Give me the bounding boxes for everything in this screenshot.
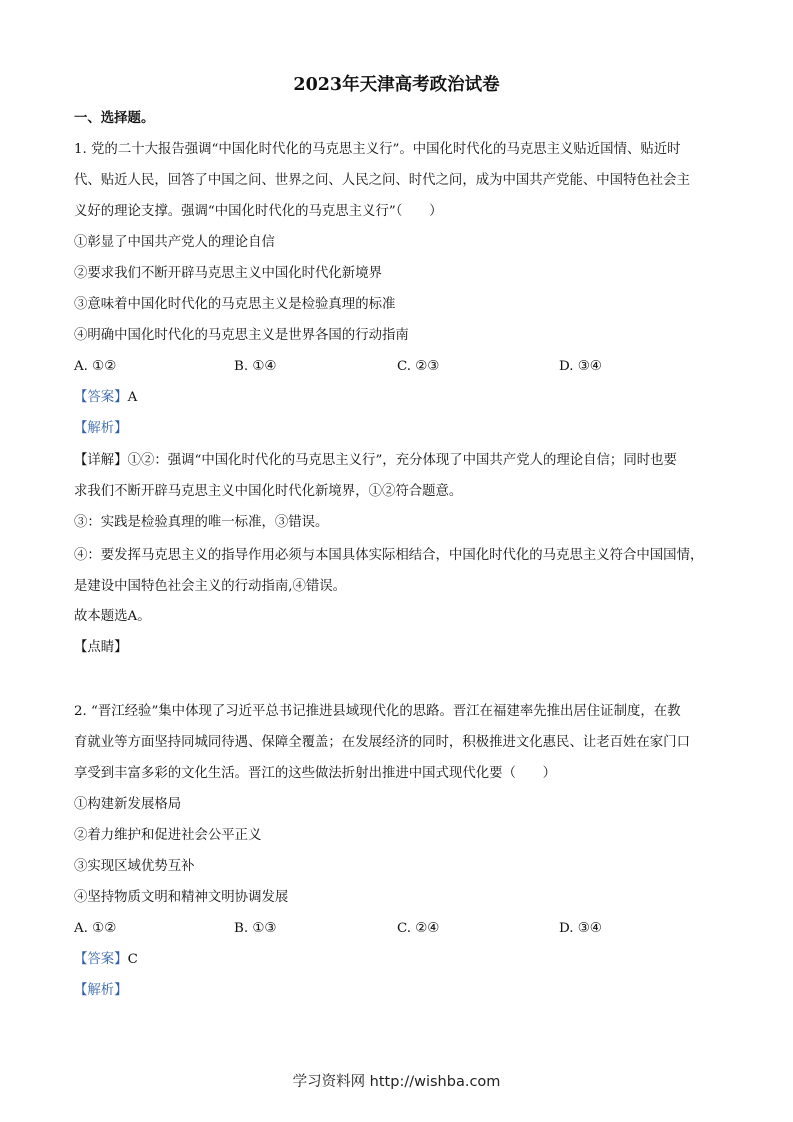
q1-item-3: ③意味着中国化时代化的马克思主义是检验真理的标准: [74, 297, 396, 312]
q1-analysis-tag: 【解析】: [74, 421, 128, 436]
q2-answer-value: C: [127, 952, 138, 967]
q2-item-4: ④坚持物质文明和精神文明协调发展: [74, 890, 289, 905]
q1-stem-line-1: 1. 党的二十大报告强调“中国化时代化的马克思主义行”。中国化时代化的马克思主义贴近国情、贴近时: [74, 142, 681, 157]
q2-answer-line: [74, 951, 138, 969]
q1-comment-tag: 【点睛】: [74, 640, 128, 655]
q1-answer-line: [74, 389, 137, 407]
q1-item-1: ①彰显了中国共产党人的理论自信: [74, 235, 275, 250]
q1-option-c: C. ②③: [397, 359, 440, 374]
q1-option-a: A. ①②: [74, 359, 117, 374]
q1-answer-tag: 【答案】: [74, 390, 128, 405]
q2-stem-line-2: 育就业等方面坚持同城同待遇、保障全覆盖；在发展经济的同时，积极推进文化惠民、让老百姓在家门口: [74, 735, 690, 750]
q1-stem-line-3: 义好的理论支撑。强调“中国化时代化的马克思主义行”（ ）: [74, 204, 443, 219]
q2-option-c: C. ②④: [397, 921, 440, 936]
q1-detail-line-5: 是建设中国特色社会主义的行动指南,④错误。: [74, 579, 347, 594]
q2-item-2: ②着力维护和促进社会公平正义: [74, 828, 262, 843]
q1-detail-line-4: ④：要发挥马克思主义的指导作用必须与本国具体实际相结合，中国化时代化的马克思主义符合中国国情，: [74, 548, 704, 563]
q2-analysis-tag: 【解析】: [74, 983, 128, 998]
q2-option-d: D. ③④: [559, 921, 602, 936]
q1-detail-tag: 【详解】: [74, 453, 128, 468]
q1-detail-text-1: ①②：强调“中国化时代化的马克思主义行”，充分体现了中国共产党人的理论自信；同时也要: [127, 453, 677, 468]
q1-stem-line-2: 代、贴近人民，回答了中国之问、世界之问、人民之问、时代之问，成为中国共产党能、中国特色社会主: [74, 173, 690, 188]
q1-answer-value: A: [127, 390, 138, 405]
q2-item-3: ③实现区域优势互补: [74, 859, 195, 874]
q2-stem-line-3: 享受到丰富多彩的文化生活。晋江的这些做法折射出推进中国式现代化要（ ）: [74, 766, 557, 781]
document-title: 2023年天津高考政治试卷: [293, 75, 500, 95]
q1-detail-line-3: ③：实践是检验真理的唯一标准，③错误。: [74, 515, 329, 530]
footer-watermark: 学习资料网 http://wishba.com: [292, 1074, 501, 1090]
q1-detail-line-2: 求我们不断开辟马克思主义中国化时代化新境界，①②符合题意。: [74, 484, 463, 499]
q2-option-b: B. ①③: [234, 921, 277, 936]
q2-answer-tag: 【答案】: [74, 952, 128, 967]
q1-item-2: ②要求我们不断开辟马克思主义中国化时代化新境界: [74, 266, 382, 281]
q2-stem-line-1: 2. “晋江经验”集中体现了习近平总书记推进县域现代化的思路。晋江在福建率先推出居住证制度，在教: [74, 704, 681, 719]
q1-detail-line-6: 故本题选A。: [74, 609, 151, 624]
q2-item-1: ①构建新发展格局: [74, 797, 182, 812]
q1-option-b: B. ①④: [234, 359, 277, 374]
section-heading: 一、选择题。: [74, 110, 155, 126]
q1-detail-line-1: [74, 452, 677, 470]
q1-option-d: D. ③④: [559, 359, 602, 374]
q1-item-4: ④明确中国化时代化的马克思主义是世界各国的行动指南: [74, 328, 409, 343]
q2-option-a: A. ①②: [74, 921, 117, 936]
